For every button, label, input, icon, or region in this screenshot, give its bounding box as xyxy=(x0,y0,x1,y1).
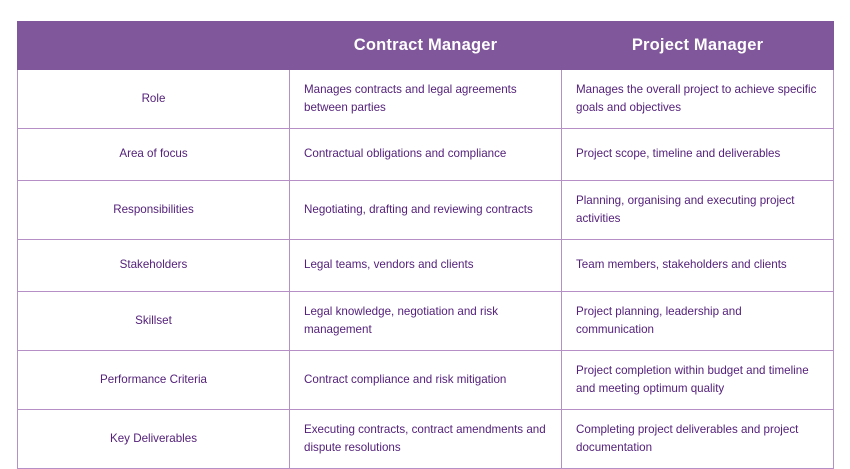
cell-project-manager: Project completion within budget and timeline and meeting optimum quality xyxy=(562,350,834,409)
comparison-table xyxy=(17,21,834,469)
cell-project-manager: Team members, stakeholders and clients xyxy=(562,239,834,291)
cell-contract-manager: Executing contracts, contract amendments and dispute resolutions xyxy=(290,409,562,468)
header-cell-project-manager: Project Manager xyxy=(562,22,834,70)
row-label: Stakeholders xyxy=(18,239,290,291)
row-label: Area of focus xyxy=(18,128,290,180)
table-row xyxy=(18,180,834,239)
cell-project-manager: Project planning, leadership and communication xyxy=(562,291,834,350)
cell-contract-manager: Manages contracts and legal agreements between parties xyxy=(290,70,562,129)
row-label: Responsibilities xyxy=(18,180,290,239)
table-row xyxy=(18,239,834,291)
table-header-row xyxy=(18,22,834,70)
comparison-table-container xyxy=(17,21,833,469)
table-row xyxy=(18,291,834,350)
cell-contract-manager: Contractual obligations and compliance xyxy=(290,128,562,180)
cell-contract-manager: Legal teams, vendors and clients xyxy=(290,239,562,291)
cell-project-manager: Project scope, timeline and deliverables xyxy=(562,128,834,180)
cell-contract-manager: Legal knowledge, negotiation and risk management xyxy=(290,291,562,350)
cell-project-manager: Planning, organising and executing project activities xyxy=(562,180,834,239)
row-label: Skillset xyxy=(18,291,290,350)
table-row xyxy=(18,70,834,129)
cell-project-manager: Completing project deliverables and project documentation xyxy=(562,409,834,468)
cell-contract-manager: Negotiating, drafting and reviewing contracts xyxy=(290,180,562,239)
row-label: Key Deliverables xyxy=(18,409,290,468)
cell-contract-manager: Contract compliance and risk mitigation xyxy=(290,350,562,409)
cell-project-manager: Manages the overall project to achieve specific goals and objectives xyxy=(562,70,834,129)
table-row xyxy=(18,128,834,180)
table-body xyxy=(18,70,834,469)
row-label: Role xyxy=(18,70,290,129)
table-row xyxy=(18,350,834,409)
table-header xyxy=(18,22,834,70)
table-row xyxy=(18,409,834,468)
header-cell-contract-manager: Contract Manager xyxy=(290,22,562,70)
header-cell-blank xyxy=(18,22,290,70)
row-label: Performance Criteria xyxy=(18,350,290,409)
